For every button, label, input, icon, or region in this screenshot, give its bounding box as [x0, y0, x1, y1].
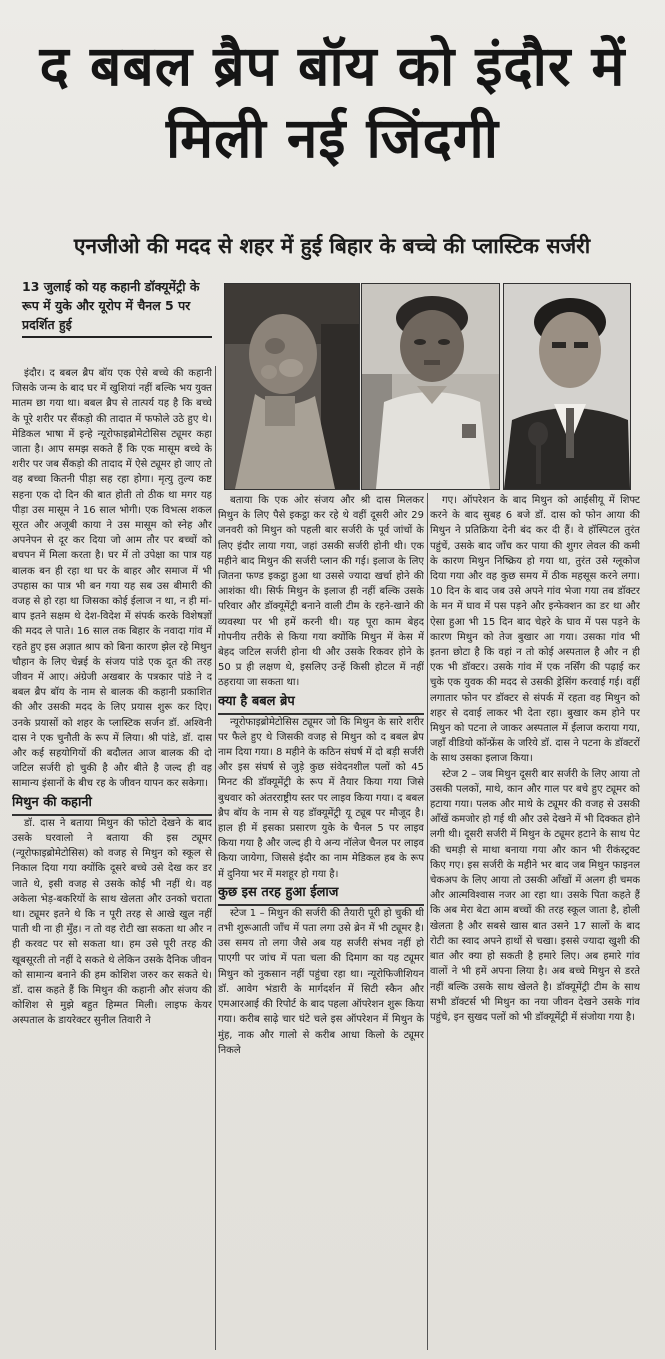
photo-boy-after-surgery [361, 283, 500, 490]
section-title-what-is-bubble-wrap: क्या है बबल ब्रेप [218, 691, 424, 715]
column-2-section-2-paragraph: स्टेज 1 – मिथुन की सर्जरी की तैयारी पूरी हो चुकी थी तभी शुरूआती जाँच में पता लगा उसे ब्रेन में भी ट्यूमर है। उस समय तो लगा जैसे अब यह सर्जरी संभव नहीं हो पाएगी पर जांच में पता चला की दिमाग का यह ट्यूमर मिथुन को नुकसान नहीं पहुंचा रहा था। न्यूरोफिजीशियन डॉ. आवेग भंडारी के मार्गदर्शन में सिटी स्कैन और एमआरआई की रिपोर्ट के बाद पहला ऑपरेशन शुरू किया गया। करीब साढ़े चार घंटे चले इस ऑपरेशन में मिथुन के मुंह, नाक और गालो से करीब आधा किलो के ट्यूमर निकले [218, 907, 424, 1056]
column-3-paragraph-1: गए। ऑपरेशन के बाद मिथुन को आईसीयू में शिफ्ट करने के बाद सुबह 6 बजे डॉ. दास को फोन आया की मिथुन ने प्रतिक्रिया देनी बंद कर दी हैं। वे हॉस्पिटल तुरंत पहुंचें, उसके बाद जाँच कर पाया की शुगर लेवल की कमी के कारण मिथुन निष्क्रिय हो गया था, तुरंत उसे ग्लूकोज दिया गया और वह कुछ समय में ठीक महसूस करने लगा। 10 दिन के बाद जब उसे अपने गांव भेजा गया तब डॉक्टर के मन में घाव में पस पड़ने और इन्फेक्शन का डर था और ऐसा हुआ भी 15 दिन बाद चेहरे के घाव में पस पड़ने के कारण मिथुन को तेज बुखार आ गया। उसका गांव भी इतना छोटा है कि वहां न तो कोई अस्पताल है और न ही एक भी डॉक्टर। उसके गांव में एक नर्सिंग की पढ़ाई कर चुके एक युवक की मदद से उसकी ड्रेसिंग करवाई गई। वहीं लगातार फोन पर डॉक्टर से संपर्क में रहता वह मिथुन को शहर से दवाई लाकर भी देता रहा। बुखार कम होने पर मिथुन को पटना ले जाकर अस्पताल में ईलाज कराया गया, जहाँ वीडियो कॉन्फ्रेंस के जरिये डॉ. दास ने पटना के डॉक्टरों के साथ उसका इलाज किया। [430, 495, 640, 765]
article-column-2 [218, 493, 424, 1353]
article-column-3 [430, 493, 640, 1353]
photo-boy-before-surgery [224, 283, 360, 490]
column-1-section-paragraph: डॉ. दास ने बताया मिथुन की फोटो देखने के बाद उसके घरवालो ने बताया की इस ट्यूमर (न्यूरोफाइब्रोमेटोसिस) को वजह से मिथुन को स्कूल से निकाल दिया गया क्योंकि दूसरे बच्चे उसे देख कर डर जाते थे, इसी वजह से उसके कोई भी नहीं थे। वह अकेला भेड़-बकरियों के साथ खेलता और उनको चराता था। ट्यूमर इतने थे कि न पूरी तरह से आखे खुल नहीं पाती थी ना ही मुँह। न तो वह रोटी खा सकता था और न ही करवट पर सो सकता था। हम उसे पूरी तरह की खूबसूरती तो नहीं दे सकते थे लेकिन उसके दैनिक जीवन को सामान्य बनाने की हम कोशिश जरुर कर सकते थे। डॉ. दास कहते हैं कि मिथुन की कहानी और संजय की कोशिश से मुझे बहुत हिम्मत मिली। लाइफ केयर अस्पताल के डायरेक्टर सुनील तिवारी ने [12, 817, 212, 1027]
column-1-paragraph: इंदौर। द बबल ब्रैप बॉय एक ऐसे बच्चे की कहानी जिसके जन्म के बाद घर में खुशियां नहीं बल्कि भय युक्त मातम छा गया था। बबल ब्रैप से तात्पर्य यह है कि बच्चे के पूरे शरीर पर सैंकड़ो की तादात में फफोले उठे हुए थे। मेडिकल भाषा में इन्हे न्यूरोफाइब्रोमेटोसिस ट्यूमर कहा जाता है। आप समझ सकते हैं कि एक मासूम बच्चे के शरीर पर जब सैंकड़ो की तादाद में ऐसे ट्यूमर हो जाए तो वह बच्चा कितनी पीड़ा सह रहा होगा। मृत्यु तुल्य कष्ट सहना एक दो दिन की बात होती तो ठीक था मगर यह पीड़ा उस मासूम ने 16 साल भोगी। एक विभत्स शकल सूरत और अजूबी काया ने उस मासूम को स्नेह और अपनेपन से दूर कर दिया जो आम तौर पर बच्चों को बचपन में मिला करता है। घर में तो उपेक्षा का पात्र यह बालक बन ही रहा था घर के बाहर और समाज में भी उपहास का पात्र भी बन गया यह सब उस बीमारी की वजह से हो रहा था जिसका कोई ईलाज न था, न ही मां-बाप इतने सक्षम थे देश-विदेश में संपर्क करके विशेषज्ञों की मदद ले पाते। 16 साल तक बिहार के नवादा गांव में रहते हुए इस अज्ञात श्राप को बिना कारण झेल रहे मिथुन चौहान के लिए चेन्नई के संजय पांडे एक दूत की तरह जीवन में आए। अंग्रेजी अखबार के पत्रकार पांडे ने द बबल ब्रैप बॉय के नाम से बालक की कहानी प्रकाशित की और उसकी मदद के लिए प्रयास शुरू कर दिए। उनके प्रयासों को शहर के प्लास्टिक सर्जन डॉ. अश्विनी दास ने एक चुनौती के रूप में लिया। श्री पांडे, डॉ. दास और कई सहयोगियों की बदौलत आज बालक की दो जटिल सर्जरी हो चुकी है और बीते है जल्द ही वह सामान्य इंसानों के बीच रह के जीवन यापन कर सकेगा। [12, 368, 212, 790]
column-2-section-1-paragraph: न्यूरोफाइब्रोमेटोसिस ट्यूमर जो कि मिथुन के सारे शरीर पर फैले हुए थे जिसकी वजह से मिथुन को द बबल ब्रेप नाम दिया गया। 8 महीने के कठिन संघर्ष में दो बड़ी सर्जरी और इस संघर्ष से जुड़े कुछ संवेदनशील पलों को 45 मिनट की डॉक्यूमेंट्री के रूप में तैयार किया गया जिसे बुधवार को अंतरराष्ट्रीय स्तर पर लाइव किया गया। द बबल ब्रैप बॉय के नाम से यह डॉक्यूमेंट्री यू ट्यूब पर मौजूद है। हाल ही में इसका प्रसारण युके के चैनल 5 पर लाइव किया गया है और जल्द ही ये अन्य नॉलेज चैनल पर लाइव किया जायेगा, जिससे इंदौर का नाम मेडिकल हब के रूप में दुनिया भर में मशहूर हो गया है। [218, 716, 424, 880]
kicker: 13 जुलाई को यह कहानी डॉक्यूमेंट्री के रूप में युके और यूरोप में चैनल 5 पर प्रदर्शित हुई [22, 277, 212, 338]
section-title-treatment: कुछ इस तरह हुआ ईलाज [218, 882, 424, 906]
article-column-1 [12, 366, 212, 1350]
photo-doctor-speaking [503, 283, 631, 490]
column-divider [427, 493, 428, 1350]
column-3-paragraph-2: स्टेज 2 – जब मिथुन दूसरी बार सर्जरी के लिए आया तो उसकी पलकों, माथे, कान और गाल पर बचे हुए ट्यूमर को हटाया गया। पलक और माथे के ट्यूमर की वजह से उसकी आँखें कमजोर हो गई थी और उसे देखने में भी दिक्कत होने लगी थी। दूसरी सर्जरी में मिथुन के ट्यूमर हटाने के साथ पेट की चमड़ी से माथा बनाया गया और कान भी रीकंस्ट्रक्ट किए गए। इस सर्जरी के महीने भर बाद जब मिथुन फाइनल चेकअप के लिए आया तो उसकी आँखों में अलग ही चमक और आत्मविश्वास नजर आ रहा था। उसके पिता कहते हैं कि अब मेरा बेटा आम बच्चों की तरह स्कूल जाता है, होली खेलता है और सबसे खास बात उसने 17 सालों के बाद रोटी का स्वाद अपने हाथों से चखा। इससे ज्यादा खुशी की बात और क्या हो सकती है हमारे लिए। अब हमारे गांव वालों ने भी हमें अपना लिया है। अब बच्चे मिथुन से डरते नहीं बल्कि उसके साथ खेलते है। डॉक्यूमेंट्री टीम के साथ सभी डॉक्टर्स भी मिथुन का नया जीवन देखने उसके गांव पहुंचे, इन सुखद पलों को भी डॉक्यूमेंट्री में संजोया गया है। [430, 768, 640, 1023]
column-2-paragraph: बताया कि एक ओर संजय और श्री दास मिलकर मिथुन के लिए पैसे इकट्ठा कर रहे थे वहीं दूसरी ओर 29 जनवरी को मिथुन को पहली बार सर्जरी के पूर्व जांचों के लिए इंदौर लाया गया, जहां उसकी सर्जरी होनी थी। एक महीने बाद मिथुन की सर्जरी प्लान की गई। इलाज के लिए जितना फण्ड इकट्ठा हुआ था उससे ज्यादा खर्चा होने की आशंका थी। सिर्फ मिथुन के इलाज ही नहीं बल्कि उसके परिवार और डॉक्यूमेंट्री बनाने वाली टीम के रहने-खाने की व्यवस्था पर भी हमें करनी थी। यह पूरा काम बेहद गोपनीय तरीके से किया गया क्योंकि मिथुन में केस में बेहद जटिल सर्जरी होना थी और उसके रिकवर होने के 50 प्र ही लक्षण थे, इसलिए उन्हें किसी होटल में नहीं ठहराया जा सकता था। [218, 495, 424, 689]
section-title-mithun-story: मिथुन की कहानी [12, 792, 212, 816]
headline: द बबल ब्रैप बॉय को इंदौर में मिली नई जिंदगी [39, 34, 626, 170]
subheadline: एनजीओ की मदद से शहर में हुई बिहार के बच्चे की प्लास्टिक सर्जरी [73, 234, 591, 258]
column-divider [215, 366, 216, 1350]
